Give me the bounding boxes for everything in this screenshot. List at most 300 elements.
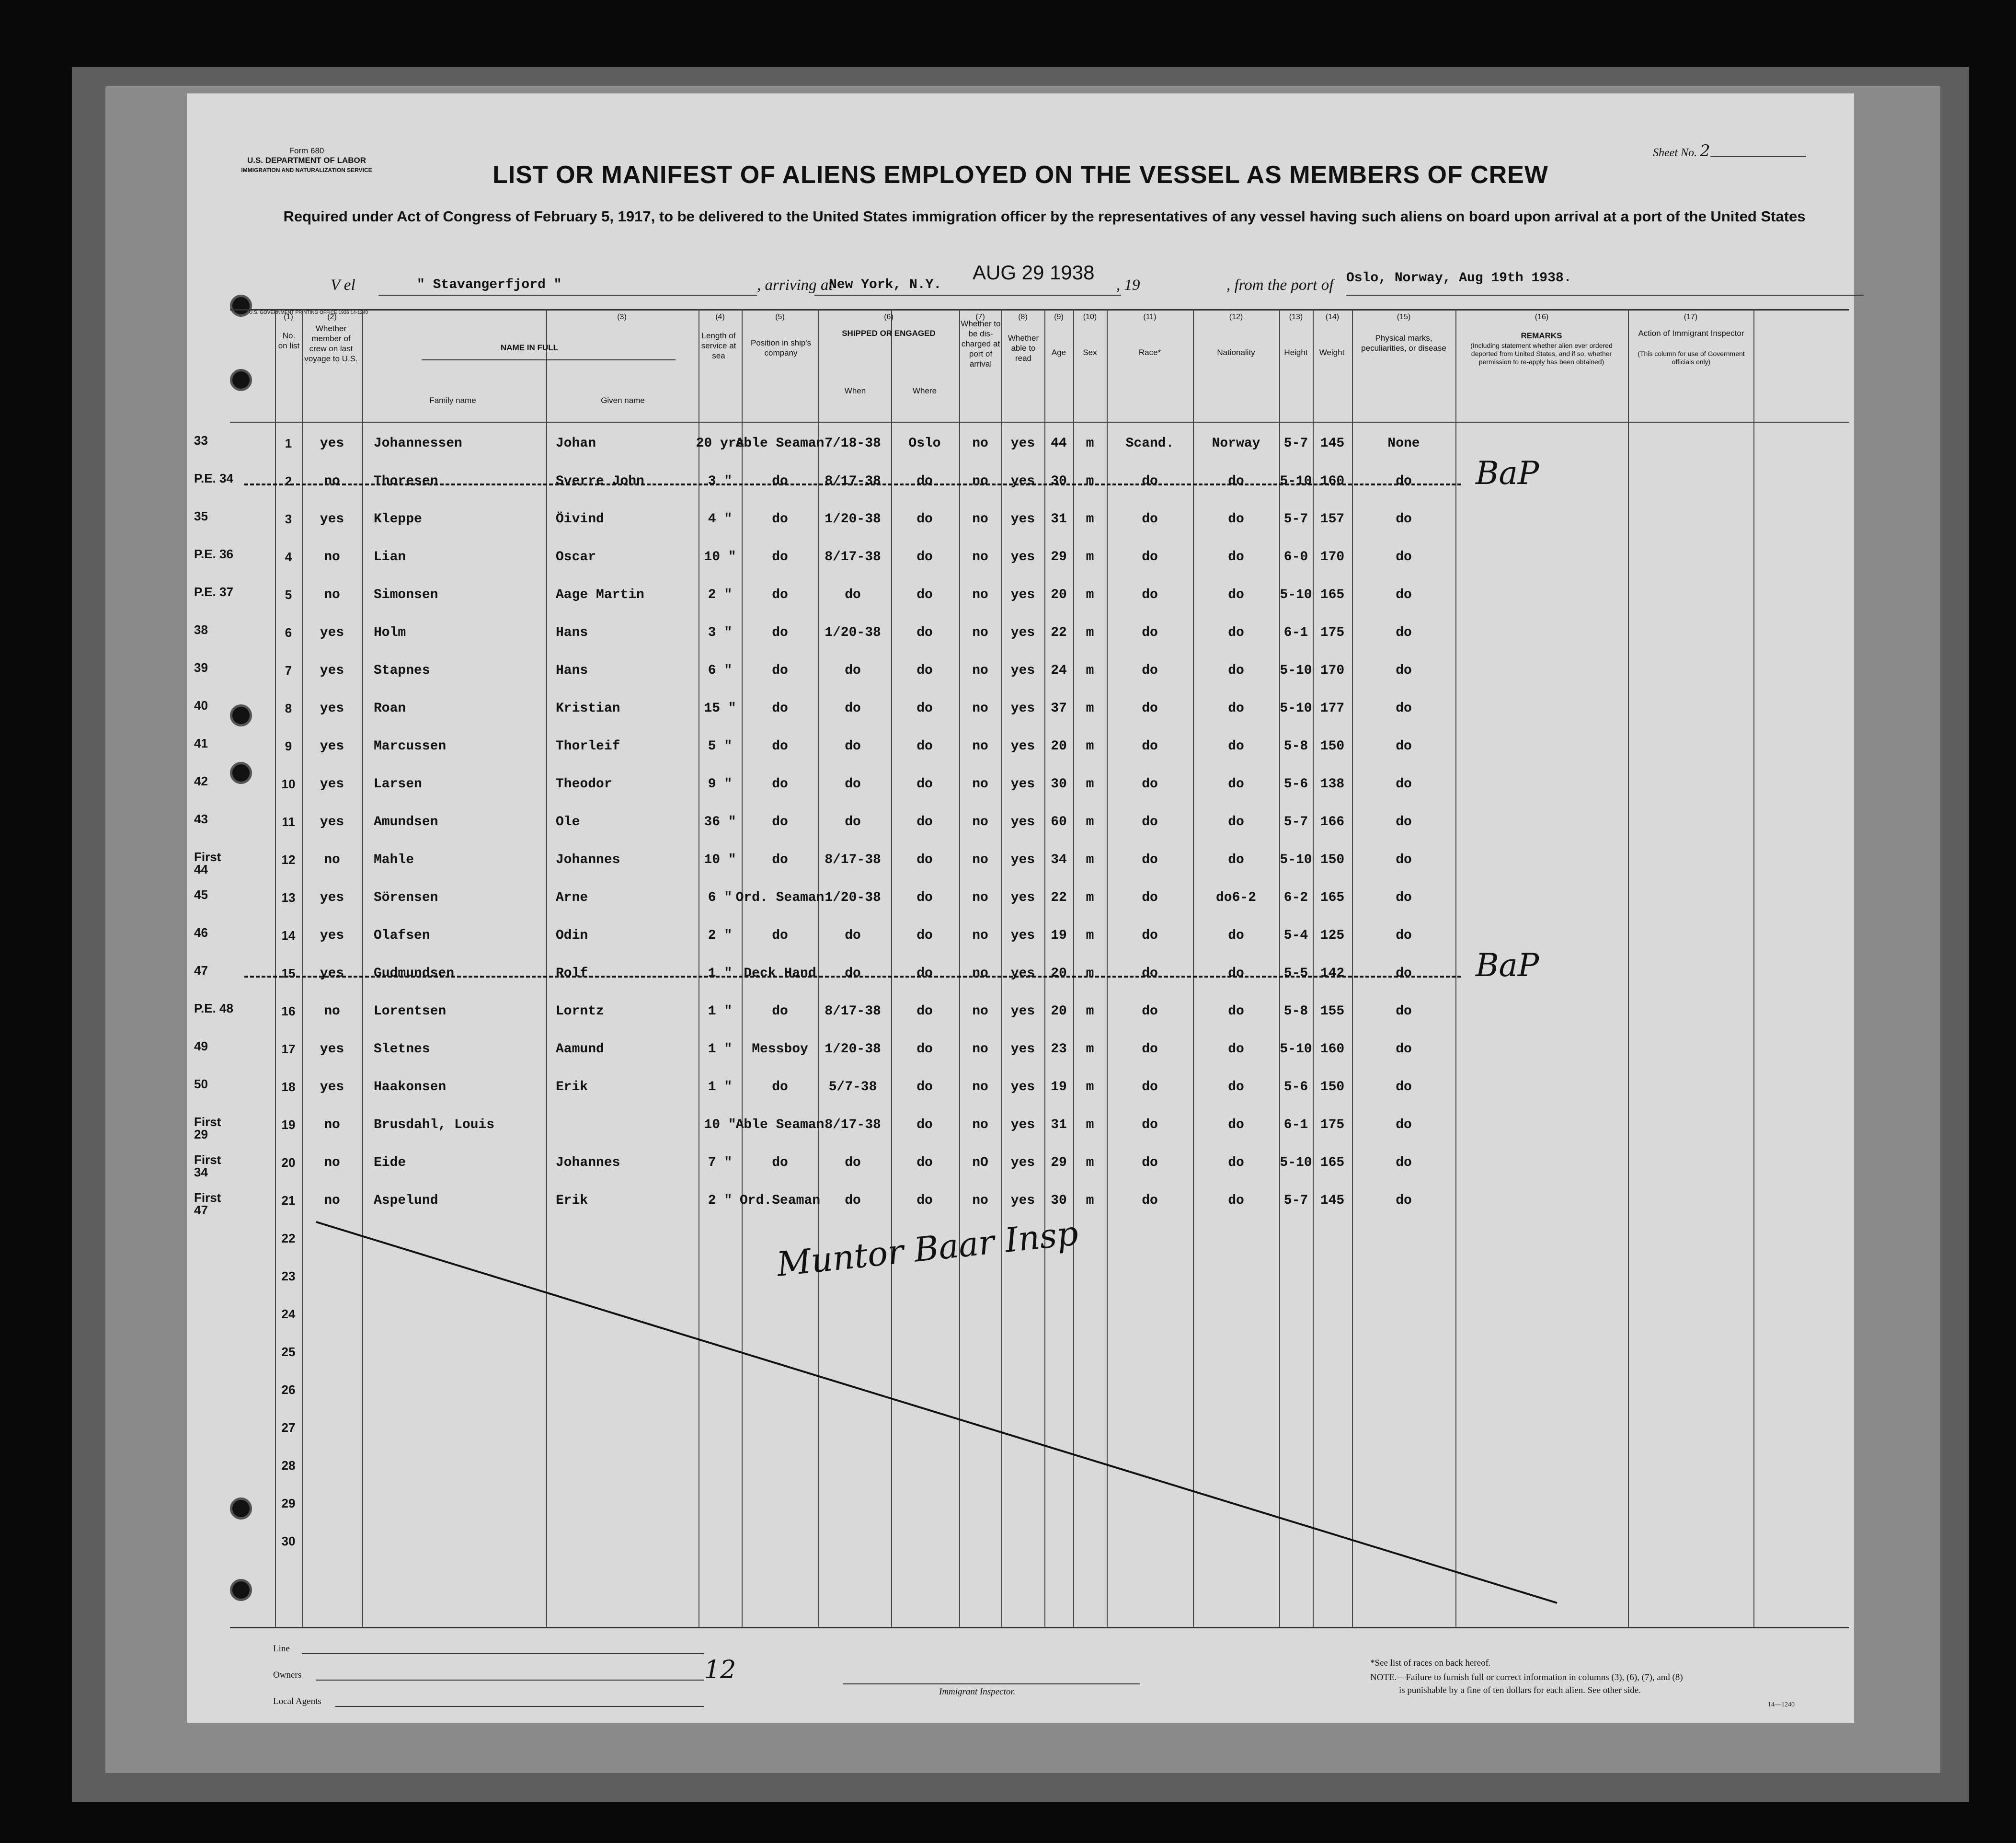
master-list-number: 50	[194, 1077, 208, 1091]
cell-able-read: yes	[1010, 1080, 1035, 1094]
cell-weight: 150	[1320, 739, 1345, 754]
cancellation-line	[316, 1222, 1557, 1603]
cell-given-name: Johannes	[556, 852, 620, 867]
cell-shipped-when: do	[845, 1155, 861, 1170]
cell-able-read: yes	[1010, 587, 1035, 602]
cell-shipped-where: do	[916, 890, 933, 905]
cell-length-service: 10 "	[704, 852, 736, 867]
cell-sex: m	[1086, 966, 1094, 981]
cell-age: 34	[1051, 852, 1067, 867]
cell-able-read: yes	[1010, 625, 1035, 640]
cell-age: 19	[1051, 1080, 1067, 1094]
cell-given-name: Oscar	[556, 550, 596, 564]
cell-sex: m	[1086, 474, 1094, 489]
master-list-number: P.E. 34	[194, 471, 233, 485]
master-list-number: 35	[194, 509, 208, 523]
cell-row-number: 2	[285, 474, 292, 488]
cell-race: do	[1142, 739, 1158, 754]
cell-race: do	[1142, 701, 1158, 716]
cell-last-voyage: yes	[320, 436, 344, 451]
cell-height: 6-0	[1283, 550, 1308, 564]
cell-discharged: no	[972, 966, 988, 981]
cell-height: 5-7	[1283, 436, 1308, 451]
cell-age: 23	[1051, 1042, 1067, 1057]
cell-nationality: do	[1228, 701, 1244, 716]
cell-height: 5-6	[1283, 1080, 1308, 1094]
cell-position: do	[772, 777, 788, 792]
cell-given-name: Kristian	[556, 701, 620, 716]
master-list-number: First 44	[194, 850, 221, 876]
header-given-name: Given name	[601, 396, 645, 405]
cell-row-number: 9	[285, 739, 292, 753]
cell-shipped-when: 1/20-38	[825, 890, 881, 905]
empty-row-number: 24	[281, 1307, 296, 1321]
footer-note-failure: NOTE.—Failure to furnish full or correct information in columns (3), (6), (7), and (8)	[1370, 1672, 1683, 1682]
cell-sex: m	[1086, 625, 1094, 640]
cell-shipped-when: 8/17-38	[825, 852, 881, 867]
cell-height: 6-1	[1283, 1117, 1308, 1132]
cell-height: 6-2	[1283, 890, 1308, 905]
cell-height: 5-8	[1283, 1004, 1308, 1019]
cell-row-number: 1	[285, 436, 292, 450]
cell-sex: m	[1086, 1193, 1094, 1208]
header-age: Age	[1051, 348, 1066, 357]
cell-sex: m	[1086, 512, 1094, 527]
cell-length-service: 1 "	[708, 1042, 733, 1057]
header-height: Height	[1284, 348, 1308, 357]
cell-age: 19	[1051, 928, 1067, 943]
cell-shipped-where: do	[916, 777, 933, 792]
cell-shipped-when: do	[845, 777, 861, 792]
cell-last-voyage: yes	[320, 890, 344, 905]
cell-nationality: do	[1228, 550, 1244, 564]
cell-position: Messboy	[752, 1042, 808, 1057]
cell-given-name: Erik	[556, 1080, 588, 1094]
cell-position: do	[772, 815, 788, 829]
cell-nationality: do	[1228, 739, 1244, 754]
cell-shipped-when: 1/20-38	[825, 625, 881, 640]
cell-shipped-when: do	[845, 587, 861, 602]
cell-given-name: Ole	[556, 815, 580, 829]
master-list-number: 42	[194, 774, 208, 788]
cell-position: do	[772, 928, 788, 943]
empty-row-number: 30	[281, 1534, 296, 1548]
cell-nationality: do	[1228, 777, 1244, 792]
cell-shipped-where: Oslo	[908, 436, 941, 451]
cell-able-read: yes	[1010, 852, 1035, 867]
cell-remarks: BaP	[1476, 947, 1539, 984]
inspector-signature: Muntor Baar Insp	[775, 1213, 1080, 1284]
cell-shipped-when: do	[845, 815, 861, 829]
cell-position: do	[772, 512, 788, 527]
master-list-number: 46	[194, 925, 208, 940]
cell-discharged: no	[972, 1004, 988, 1019]
cell-length-service: 6 "	[708, 663, 733, 678]
cell-age: 29	[1051, 550, 1067, 564]
column-number: (5)	[775, 313, 785, 321]
cell-given-name: Hans	[556, 625, 588, 640]
empty-row-number: 23	[281, 1269, 296, 1283]
cell-discharged: no	[972, 890, 988, 905]
cell-weight: 145	[1320, 1193, 1345, 1208]
cell-able-read: yes	[1010, 1155, 1035, 1170]
cell-row-number: 18	[281, 1080, 296, 1094]
cell-age: 22	[1051, 625, 1067, 640]
column-number: (17)	[1684, 313, 1698, 321]
cell-age: 20	[1051, 1004, 1067, 1019]
cell-discharged: no	[972, 663, 988, 678]
master-list-number: P.E. 36	[194, 547, 233, 561]
header-able-read: Whether able to read	[1008, 334, 1039, 363]
cell-discharged: no	[972, 1042, 988, 1057]
cell-physical-marks: do	[1396, 1193, 1412, 1208]
cell-row-number: 17	[281, 1042, 296, 1056]
cell-sex: m	[1086, 815, 1094, 829]
cell-last-voyage: no	[324, 852, 340, 867]
cell-nationality: Norway	[1212, 436, 1260, 451]
cell-sex: m	[1086, 777, 1094, 792]
cell-sex: m	[1086, 928, 1094, 943]
cell-last-voyage: yes	[320, 928, 344, 943]
cell-nationality: do	[1228, 1117, 1244, 1132]
cell-family-name: Aspelund	[374, 1193, 438, 1208]
cell-shipped-where: do	[916, 1080, 933, 1094]
cell-physical-marks: do	[1396, 1004, 1412, 1019]
master-list-number: 40	[194, 698, 208, 713]
cell-discharged: no	[972, 1193, 988, 1208]
cell-position: do	[772, 663, 788, 678]
cell-last-voyage: yes	[320, 1080, 344, 1094]
cell-shipped-when: do	[845, 928, 861, 943]
cell-given-name: Rolf	[556, 966, 588, 981]
column-number: (12)	[1229, 313, 1243, 321]
cell-physical-marks: do	[1396, 928, 1412, 943]
cell-able-read: yes	[1010, 815, 1035, 829]
cell-height: 5-8	[1283, 739, 1308, 754]
vessel-name: " Stavangerfjord "	[417, 277, 562, 292]
cell-physical-marks: do	[1396, 663, 1412, 678]
cell-age: 31	[1051, 512, 1067, 527]
cell-age: 20	[1051, 587, 1067, 602]
cell-height: 6-1	[1283, 625, 1308, 640]
column-number: (10)	[1083, 313, 1097, 321]
cell-last-voyage: no	[324, 587, 340, 602]
footer-note-races: *See list of races on back hereof.	[1370, 1658, 1491, 1668]
cell-height: 5-10	[1280, 852, 1312, 867]
empty-row-number: 25	[281, 1345, 296, 1359]
cell-height: 5-4	[1283, 928, 1308, 943]
cell-discharged: no	[972, 701, 988, 716]
cell-row-number: 7	[285, 663, 292, 678]
annotation-layer	[187, 93, 1854, 1723]
cell-sex: m	[1086, 852, 1094, 867]
cell-race: do	[1142, 1080, 1158, 1094]
cell-physical-marks: do	[1396, 701, 1412, 716]
cell-able-read: yes	[1010, 436, 1035, 451]
cell-weight: 160	[1320, 1042, 1345, 1057]
column-number: (16)	[1535, 313, 1549, 321]
cell-shipped-where: do	[916, 1193, 933, 1208]
cell-position: do	[772, 625, 788, 640]
cell-sex: m	[1086, 436, 1094, 451]
cell-family-name: Mahle	[374, 852, 414, 867]
cell-physical-marks: do	[1396, 777, 1412, 792]
cell-nationality: do	[1228, 1004, 1244, 1019]
cell-last-voyage: no	[324, 474, 340, 489]
cell-shipped-when: do	[845, 701, 861, 716]
master-list-number: P.E. 37	[194, 585, 233, 599]
cell-family-name: Sörensen	[374, 890, 438, 905]
cell-position: do	[772, 1004, 788, 1019]
cell-age: 31	[1051, 1117, 1067, 1132]
cell-physical-marks: do	[1396, 739, 1412, 754]
cell-weight: 142	[1320, 966, 1345, 981]
cell-last-voyage: no	[324, 1004, 340, 1019]
cell-height: 5-7	[1283, 1193, 1308, 1208]
empty-row-number: 29	[281, 1496, 296, 1510]
cell-height: 5-7	[1283, 815, 1308, 829]
column-number: (13)	[1289, 313, 1303, 321]
cell-family-name: Roan	[374, 701, 406, 716]
cell-shipped-when: do	[845, 1193, 861, 1208]
header-where: Where	[912, 386, 937, 395]
cell-race: Scand.	[1125, 436, 1174, 451]
cell-physical-marks: do	[1396, 852, 1412, 867]
cell-shipped-where: do	[916, 474, 933, 489]
cell-physical-marks: do	[1396, 1155, 1412, 1170]
master-list-number: First 29	[194, 1115, 221, 1141]
cell-given-name: Theodor	[556, 777, 612, 792]
cell-nationality: do	[1228, 512, 1244, 527]
cell-height: 5-10	[1280, 474, 1312, 489]
cell-shipped-where: do	[916, 663, 933, 678]
arriving-label: , arriving at	[757, 276, 833, 294]
cell-shipped-when: 8/17-38	[825, 1117, 881, 1132]
cell-last-voyage: yes	[320, 966, 344, 981]
header-discharged: Whether to be dis-charged at port of arrival	[961, 319, 1001, 369]
cell-race: do	[1142, 777, 1158, 792]
cell-physical-marks: do	[1396, 966, 1412, 981]
cell-position: Ord. Seaman	[735, 890, 825, 905]
cell-physical-marks: do	[1396, 890, 1412, 905]
cell-length-service: 3 "	[708, 625, 733, 640]
cell-height: 5-10	[1280, 701, 1312, 716]
cell-row-number: 20	[281, 1155, 296, 1170]
cell-length-service: 5 "	[708, 739, 733, 754]
cell-weight: 175	[1320, 1117, 1345, 1132]
header-length-service: Length of service at sea	[701, 331, 736, 360]
cell-remarks: BaP	[1476, 455, 1539, 492]
cell-last-voyage: yes	[320, 1042, 344, 1057]
cell-position: do	[772, 852, 788, 867]
cell-shipped-when: do	[845, 966, 861, 981]
cell-shipped-where: do	[916, 512, 933, 527]
cell-length-service: 1 "	[708, 1004, 733, 1019]
header-marks: Physical marks, peculiarities, or disease	[1361, 334, 1446, 353]
cell-able-read: yes	[1010, 512, 1035, 527]
cell-able-read: yes	[1010, 1117, 1035, 1132]
cell-age: 29	[1051, 1155, 1067, 1170]
master-list-number: First 47	[194, 1190, 221, 1217]
cell-last-voyage: yes	[320, 512, 344, 527]
cell-length-service: 7 "	[708, 1155, 733, 1170]
cell-last-voyage: no	[324, 1117, 340, 1132]
cell-position: do	[772, 701, 788, 716]
cell-given-name: Öivind	[556, 512, 604, 527]
cell-given-name: Aamund	[556, 1042, 604, 1057]
cell-last-voyage: yes	[320, 663, 344, 678]
department: U.S. DEPARTMENT OF LABOR	[247, 156, 367, 165]
cell-shipped-where: do	[916, 1004, 933, 1019]
date-stamp: AUG 29 1938	[973, 261, 1095, 284]
column-number: (7)	[975, 313, 985, 321]
master-list-number: 38	[194, 622, 208, 637]
cell-length-service: 36 "	[704, 815, 736, 829]
header-name-in-full: NAME IN FULL	[501, 343, 558, 352]
master-list-number: First 34	[194, 1152, 221, 1179]
cell-age: 30	[1051, 474, 1067, 489]
cell-length-service: 1 "	[708, 1080, 733, 1094]
master-list-number: P.E. 48	[194, 1001, 233, 1015]
cell-weight: 155	[1320, 1004, 1345, 1019]
cell-last-voyage: yes	[320, 625, 344, 640]
cell-shipped-where: do	[916, 852, 933, 867]
header-family-name: Family name	[429, 396, 476, 405]
cell-shipped-when: 8/17-38	[825, 474, 881, 489]
cell-shipped-where: do	[916, 550, 933, 564]
cell-discharged: no	[972, 739, 988, 754]
cell-family-name: Eide	[374, 1155, 406, 1170]
cell-physical-marks: None	[1387, 436, 1420, 451]
cell-shipped-when: do	[845, 739, 861, 754]
cell-family-name: Lorentsen	[374, 1004, 447, 1019]
cell-shipped-when: 8/17-38	[825, 1004, 881, 1019]
cell-nationality: do	[1228, 1155, 1244, 1170]
cell-family-name: Sletnes	[374, 1042, 430, 1057]
column-number: (1)	[284, 313, 293, 321]
cell-shipped-where: do	[916, 587, 933, 602]
cell-family-name: Kleppe	[374, 512, 422, 527]
master-list-number: 49	[194, 1039, 208, 1053]
cell-height: 5-10	[1280, 663, 1312, 678]
cell-discharged: no	[972, 436, 988, 451]
cell-shipped-where: do	[916, 815, 933, 829]
cell-weight: 160	[1320, 474, 1345, 489]
cell-family-name: Johannessen	[374, 436, 462, 451]
cell-able-read: yes	[1010, 1004, 1035, 1019]
master-list-number: 45	[194, 887, 208, 902]
column-number: (15)	[1397, 313, 1411, 321]
cell-shipped-when: 5/7-38	[828, 1080, 877, 1094]
cell-able-read: yes	[1010, 928, 1035, 943]
cell-weight: 165	[1320, 890, 1345, 905]
cell-physical-marks: do	[1396, 512, 1412, 527]
footer-note-fine: is punishable by a fine of ten dollars for each alien. See other side.	[1399, 1685, 1641, 1695]
cell-family-name: Thoresen	[374, 474, 438, 489]
cell-discharged: nO	[972, 1155, 988, 1170]
cell-row-number: 3	[285, 512, 292, 526]
header-remarks-note: (Including statement whether alien ever ordered deported from United States, and if so, whether permission to re-apply has been obtained)	[1470, 342, 1613, 366]
cell-weight: 170	[1320, 550, 1345, 564]
header-no-on-list: No. on list	[278, 331, 300, 350]
cell-race: do	[1142, 852, 1158, 867]
cell-position: do	[772, 1155, 788, 1170]
vessel-label: V el	[331, 276, 355, 294]
cell-row-number: 21	[281, 1193, 296, 1208]
header-action-note: (This column for use of Government officials only)	[1638, 350, 1745, 366]
cell-family-name: Lian	[374, 550, 406, 564]
cell-weight: 166	[1320, 815, 1345, 829]
printing-office: U.S. GOVERNMENT PRINTING OFFICE 1936 14-1240	[249, 310, 368, 315]
cell-weight: 138	[1320, 777, 1345, 792]
header-shipped: SHIPPED OR ENGAGED	[842, 329, 936, 338]
cell-given-name: Johan	[556, 436, 596, 451]
cell-weight: 170	[1320, 663, 1345, 678]
cell-sex: m	[1086, 587, 1094, 602]
cell-able-read: yes	[1010, 1042, 1035, 1057]
cell-height: 5-10	[1280, 587, 1312, 602]
cell-row-number: 8	[285, 701, 292, 715]
cell-shipped-when: 1/20-38	[825, 512, 881, 527]
cell-sex: m	[1086, 663, 1094, 678]
cell-physical-marks: do	[1396, 550, 1412, 564]
cell-discharged: no	[972, 777, 988, 792]
cell-race: do	[1142, 1004, 1158, 1019]
cell-able-read: yes	[1010, 474, 1035, 489]
master-list-number: 43	[194, 812, 208, 826]
page-title: LIST OR MANIFEST OF ALIENS EMPLOYED ON THE VESSEL AS MEMBERS OF CREW	[493, 161, 1548, 189]
cell-row-number: 12	[281, 852, 296, 867]
cell-discharged: no	[972, 512, 988, 527]
cell-shipped-where: do	[916, 701, 933, 716]
cell-nationality: do	[1228, 663, 1244, 678]
footer-inspector-label: Immigrant Inspector.	[939, 1687, 1016, 1697]
cell-row-number: 5	[285, 587, 292, 602]
cell-nationality: do	[1228, 1080, 1244, 1094]
cell-family-name: Haakonsen	[374, 1080, 447, 1094]
cell-given-name: Sverre John	[556, 474, 644, 489]
master-list-number: 39	[194, 660, 208, 675]
cell-length-service: 2 "	[708, 587, 733, 602]
cell-row-number: 14	[281, 928, 296, 943]
cell-race: do	[1142, 474, 1158, 489]
cell-row-number: 6	[285, 625, 292, 640]
empty-row-number: 27	[281, 1420, 296, 1435]
cell-position: do	[772, 1080, 788, 1094]
cell-nationality: do	[1228, 928, 1244, 943]
cell-weight: 157	[1320, 512, 1345, 527]
form-number: Form 680	[289, 146, 324, 155]
cell-nationality: do	[1228, 625, 1244, 640]
cell-position: Ord.Seaman	[739, 1193, 821, 1208]
cell-length-service: 15 "	[704, 701, 736, 716]
header-race: Race*	[1138, 348, 1161, 357]
cell-physical-marks: do	[1396, 474, 1412, 489]
cell-nationality: do	[1228, 474, 1244, 489]
cell-height: 5-7	[1283, 512, 1308, 527]
sheet-value: 2	[1699, 141, 1710, 161]
service: IMMIGRATION AND NATURALIZATION SERVICE	[241, 167, 372, 173]
cell-length-service: 6 "	[708, 890, 733, 905]
cell-last-voyage: no	[324, 1155, 340, 1170]
cell-height: 5-5	[1283, 966, 1308, 981]
cell-length-service: 10 "	[704, 1117, 736, 1132]
from-port: Oslo, Norway, Aug 19th 1938.	[1346, 271, 1572, 286]
cell-length-service: 1 "	[708, 966, 733, 981]
cell-given-name: Johannes	[556, 1155, 620, 1170]
manifest-sheet	[187, 93, 1854, 1723]
header-remarks: REMARKS	[1521, 331, 1562, 340]
